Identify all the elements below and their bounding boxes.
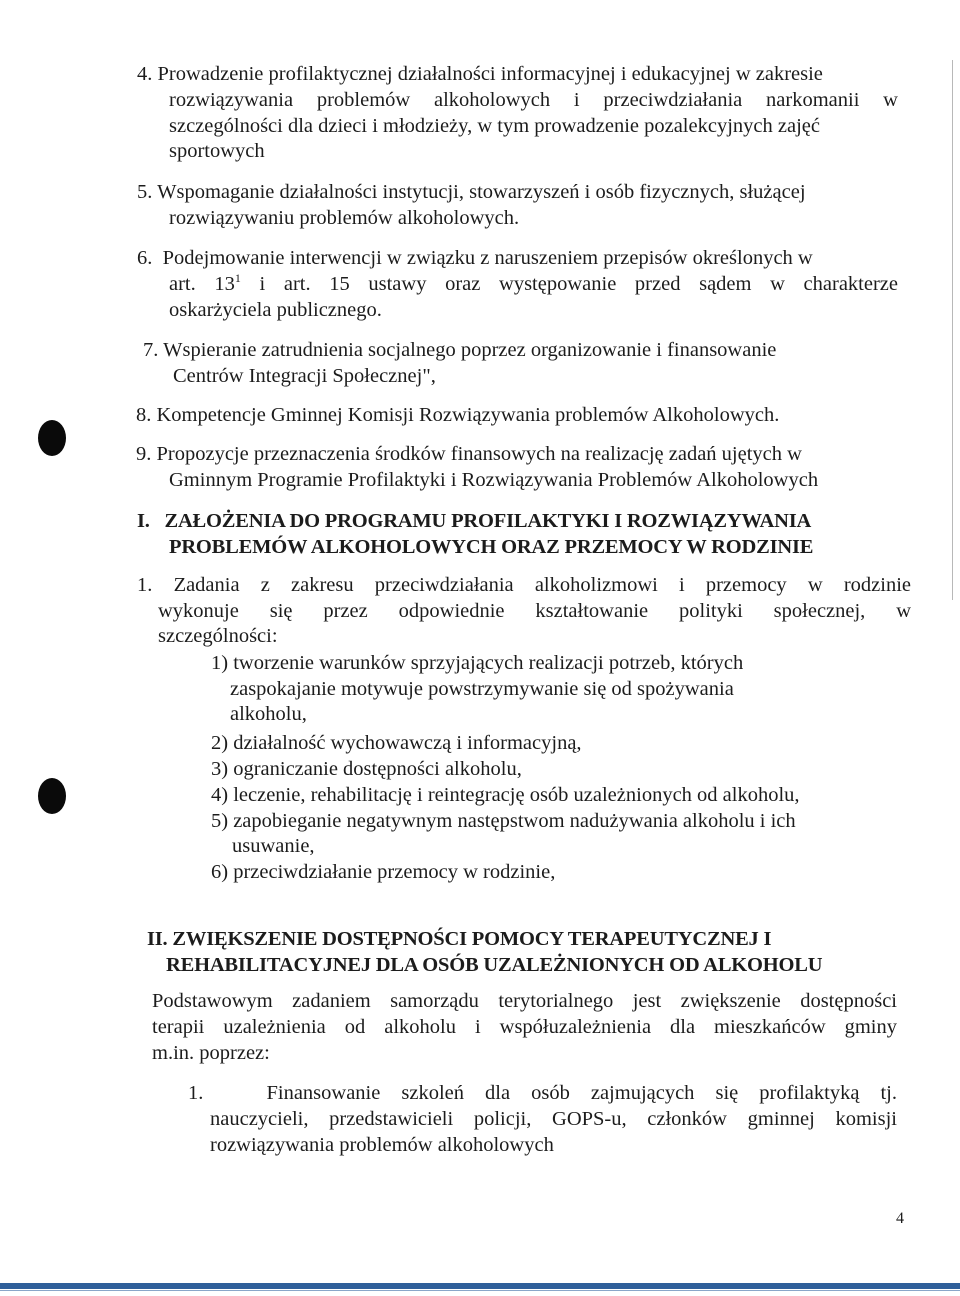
section-2-paragraph-line-1-text: Podstawowym zadaniem samorządu terytorialnego jest zwiększenie dostępności [152,990,897,1012]
section-2-item-1-number: 1. [188,1082,204,1104]
item-5-line-2-text: rozwiązywaniu problemów alkoholowych. [169,207,520,229]
item-9-line-2 [169,468,818,494]
punch-hole-top [38,420,66,456]
item-9-line-1: Propozycje przeznaczenia środków finansowych na realizację zadań ujętych w [156,443,802,465]
section-1-title-line-1: ZAŁOŻENIA DO PROGRAMU PROFILAKTYKI I ROZWIĄZYWANIA [164,510,812,532]
item-4-number: 4. [137,63,153,85]
subitem-5-line-2-text: usuwanie, [232,835,315,857]
item-9-number: 9. [136,443,152,465]
section-2-heading [147,926,771,952]
item-9-line-2-text: Gminnym Programie Profilaktyki i Rozwiązywania Problemów Alkoholowych [169,469,819,491]
subitem-5 [211,809,796,835]
section-1-number: I. [137,510,150,532]
section-2-item-1-line-2-text: nauczycieli, przedstawicieli policji, GOPS-u, członków gminnej komisji [210,1108,897,1130]
scan-edge-line [952,60,953,600]
subitem-4-line-1: 4) leczenie, rehabilitację i reintegrację osób uzależnionych od alkoholu, [211,784,800,806]
subitem-2 [211,731,582,757]
section-2-paragraph-line-1 [152,989,897,1015]
section-1-paragraph-line-1: Zadania z zakresu przeciwdziałania alkoholizmowi i przemocy w rodzinie [173,574,911,596]
subitem-1-line-2 [230,677,734,703]
item-5-line-1: Wspomaganie działalności instytucji, stowarzyszeń i osób fizycznych, służącej [157,181,806,203]
footer-line [0,1290,960,1291]
section-2-item-1-line-3-text: rozwiązywania problemów alkoholowych [210,1134,554,1156]
item-6-superscript: 1 [234,271,241,286]
item-4-line-4 [169,139,265,165]
item-4-line-2-text: rozwiązywania problemów alkoholowych i przeciwdziałania narkomanii w [169,89,898,111]
subitem-4 [211,783,800,809]
item-6-number: 6. [137,247,153,269]
subitem-1 [211,651,743,677]
section-2-item-1-line-3 [210,1133,554,1159]
item-7 [143,338,776,364]
subitem-6 [211,860,555,886]
section-2-item-1-line-1-wrap [188,1081,897,1107]
section-2-title-line-1: ZWIĘKSZENIE DOSTĘPNOŚCI POMOCY TERAPEUTYCZNEJ I [172,928,772,950]
section-2-item-1 [188,1081,897,1107]
item-4 [137,62,823,88]
subitem-3 [211,757,522,783]
section-2-item-1-line-1: Finansowanie szkoleń dla osób zajmujących się profilaktyką tj. [266,1082,897,1104]
item-4-line-3-text: szczególności dla dzieci i młodzieży, w tym prowadzenie pozalekcyjnych zajęć [169,115,820,137]
item-5 [137,180,806,206]
subitem-6-line-1: 6) przeciwdziałanie przemocy w rodzinie, [211,861,556,883]
section-2-paragraph-line-3 [152,1041,270,1067]
section-2-title-line-2: REHABILITACYJNEJ DLA OSÓB UZALEŻNIONYCH OD ALKOHOLU [166,954,823,976]
section-1-paragraph-line-2 [158,599,911,625]
section-1-paragraph-line-1-wrap [137,573,911,599]
section-2-paragraph-line-2 [152,1015,897,1041]
section-2-heading-line-2 [166,952,822,978]
item-7-line-2 [173,364,436,390]
page-number: 4 [896,1210,904,1227]
item-6 [137,246,813,272]
item-7-line-2-text: Centrów Integracji Społecznej", [173,365,436,387]
section-2-number: II. [147,928,168,950]
footer-bar [0,1283,960,1289]
subitem-2-line-1: 2) działalność wychowawczą i informacyjną, [211,732,582,754]
section-2-paragraph-line-2-text: terapii uzależnienia od alkoholu i współuzależnienia dla mieszkańców gminy [152,1016,897,1038]
item-8 [136,403,779,429]
subitem-1-line-1: 1) tworzenie warunków sprzyjających realizacji potrzeb, których [211,652,744,674]
section-1-paragraph-line-2-text: wykonuje się przez odpowiednie kształtowanie polityki społecznej, w [158,600,911,622]
item-6-art-ref: art. 13 [169,273,235,295]
item-4-line-2 [169,88,898,114]
punch-hole-bottom [38,778,66,814]
item-6-line-2-text: i art. 15 ustawy oraz występowanie przed sądem w charakterze [240,273,898,295]
item-4-line-1: Prowadzenie profilaktycznej działalności informacyjnej i edukacyjnej w zakresie [157,63,823,85]
section-2-paragraph-line-3-text: m.in. poprzez: [152,1042,270,1064]
section-1-heading-line-2 [169,534,813,560]
subitem-1-line-3-text: alkoholu, [230,703,307,725]
section-1-heading [137,508,811,534]
subitem-1-line-3 [230,702,307,728]
section-1-paragraph-line-3-text: szczególności: [158,625,278,647]
section-1-paragraph-number: 1. [137,574,153,596]
section-1-paragraph-line-3 [158,624,278,650]
item-6-line-3 [169,298,382,324]
item-7-number: 7. [143,339,159,361]
item-5-number: 5. [137,181,153,203]
item-9 [136,442,802,468]
section-1-paragraph [137,573,911,599]
subitem-3-line-1: 3) ograniczanie dostępności alkoholu, [211,758,522,780]
item-8-line-1: Kompetencje Gminnej Komisji Rozwiązywania problemów Alkoholowych. [156,404,780,426]
item-4-line-3 [169,114,820,140]
subitem-5-line-2 [232,834,315,860]
item-8-number: 8. [136,404,152,426]
item-4-line-4-text: sportowych [169,140,265,162]
section-2-item-1-line-2 [210,1107,897,1133]
subitem-5-line-1: 5) zapobieganie negatywnym następstwom nadużywania alkoholu i ich [211,810,796,832]
item-6-line-2 [169,272,898,298]
item-6-line-1: Podejmowanie interwencji w związku z naruszeniem przepisów określonych w [162,247,813,269]
item-6-line-2-wrap [169,272,898,298]
section-1-title-line-2: PROBLEMÓW ALKOHOLOWYCH ORAZ PRZEMOCY W RODZINIE [169,536,814,558]
item-7-line-1: Wspieranie zatrudnienia socjalnego poprzez organizowanie i finansowanie [163,339,777,361]
item-6-line-3-text: oskarżyciela publicznego. [169,299,382,321]
item-5-line-2 [169,206,519,232]
subitem-1-line-2-text: zaspokajanie motywuje powstrzymywanie się od spożywania [230,678,734,700]
